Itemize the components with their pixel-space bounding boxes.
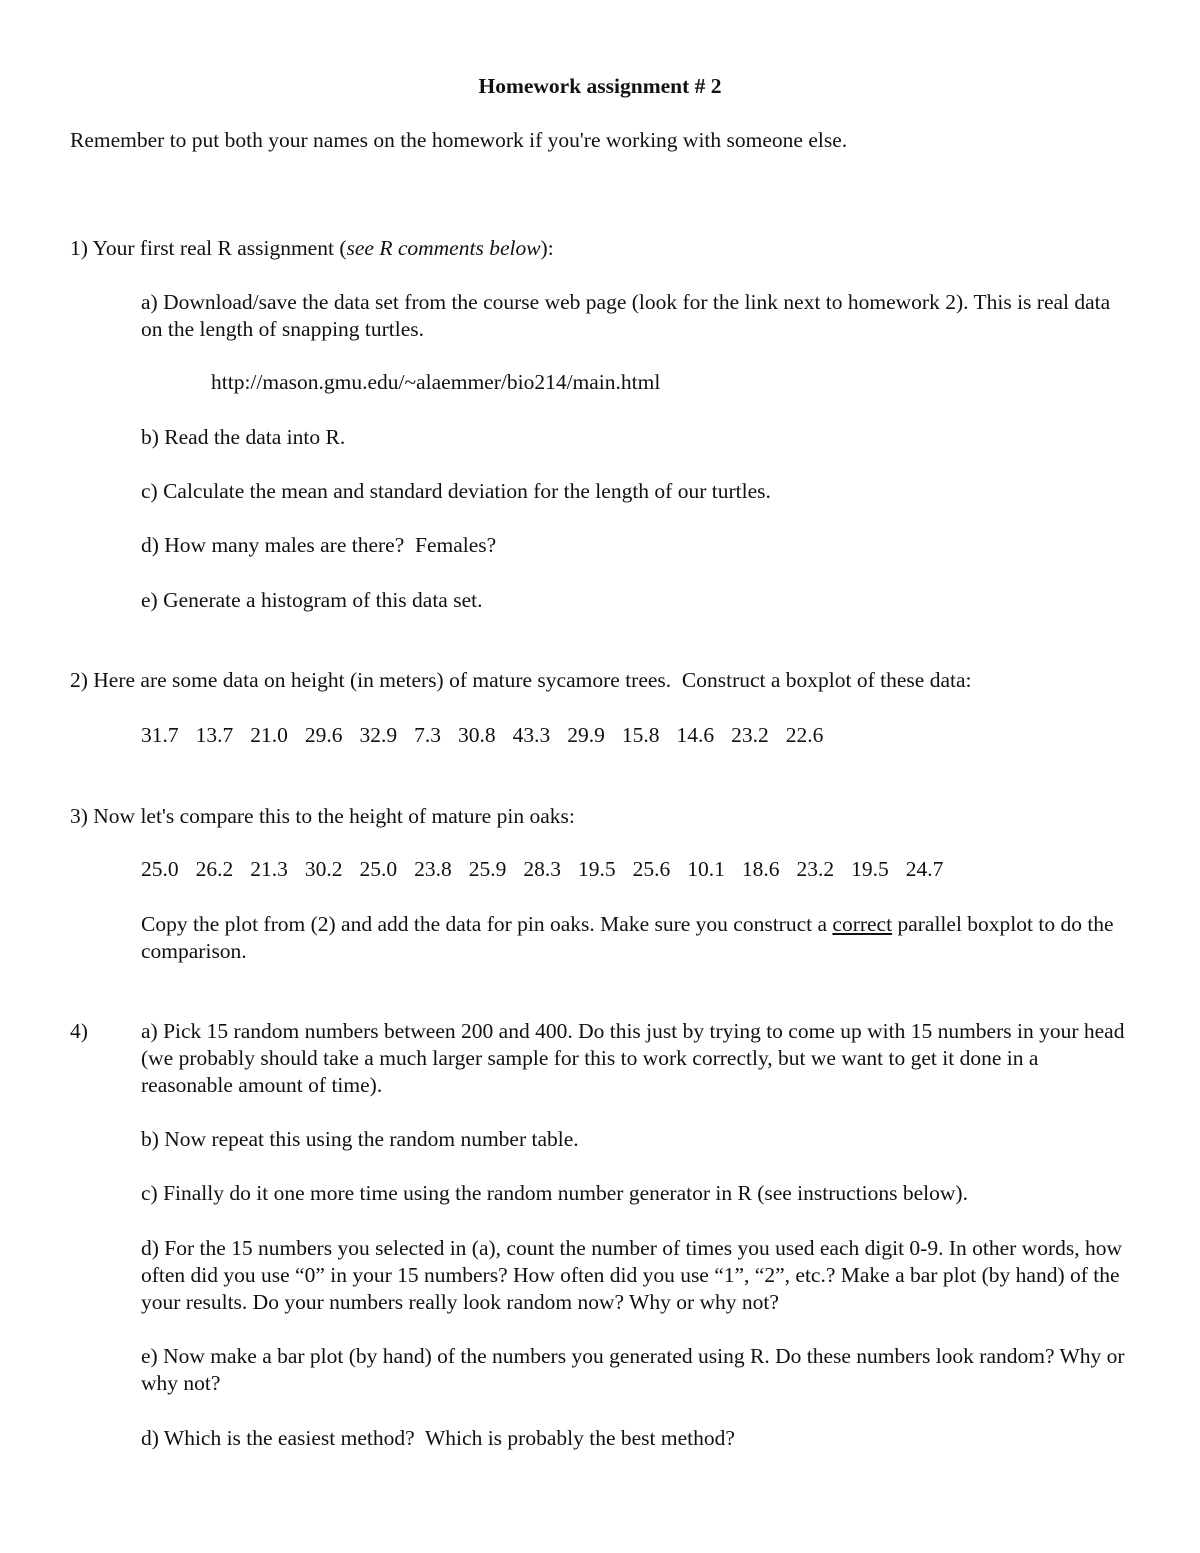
sycamore-value: 22.6 [785,723,824,747]
pin-oak-value: 23.8 [414,857,452,881]
sycamore-value: 32.9 [359,723,398,747]
course-url: http://mason.gmu.edu/~alaemmer/bio214/main.html [211,370,661,394]
pin-oak-value: 25.9 [468,857,507,881]
sycamore-value: 29.6 [304,723,343,747]
q3-copy-instruction [141,911,1131,965]
q4-part-d: d) For the 15 numbers you selected in (a), count the number of times you used each digit 0-9. In other words, how often did you use “0” in your 15 numbers? How often did you use “1”, “2”, etc.? Make a bar plot (by hand) of the your results. Do your numbers really look random now? Why or why not? [141,1236,1123,1314]
sycamore-value: 7.3 [414,723,441,747]
sycamore-value: 14.6 [676,723,715,747]
q4-part-b: b) Now repeat this using the random number table. [141,1127,579,1151]
pin-oak-value: 24.7 [905,857,944,881]
q4-number: 4) [70,1019,88,1043]
sycamore-value: 30.8 [458,723,496,747]
pin-oak-value: 10.1 [687,857,725,881]
q4-part-final: d) Which is the easiest method? Which is probably the best method? [141,1426,735,1450]
q1-intro-prefix: 1) Your first real R assignment ( [70,236,347,260]
q3-copy-suffix: parallel boxplot to do the comparison. [141,912,1114,963]
page-title: Homework assignment # 2 [478,74,722,98]
sycamore-values [141,722,840,749]
reminder-text: Remember to put both your names on the homework if you're working with someone else. [70,128,848,152]
q1-intro [70,235,554,262]
pin-oak-value: 25.0 [141,857,179,881]
q1-part-c: c) Calculate the mean and standard deviation for the length of our turtles. [141,479,771,503]
sycamore-value: 21.0 [250,723,288,747]
q2-text: 2) Here are some data on height (in meters) of mature sycamore trees. Construct a boxplot of these data: [70,668,972,692]
pin-oak-value: 23.2 [796,857,835,881]
sycamore-value: 31.7 [141,723,179,747]
q3-copy-prefix: Copy the plot from (2) and add the data for pin oaks. Make sure you construct a [141,912,833,936]
q1-intro-italic: see R comments below [346,236,541,260]
sycamore-value: 43.3 [512,723,551,747]
sycamore-value: 29.9 [567,723,605,747]
pin-oak-value: 28.3 [523,857,561,881]
q4-part-a: a) Pick 15 random numbers between 200 and 400. Do this just by trying to come up with 15 numbers in your head (we probably should take a much larger sample for this to work correctly, but we want to get it done in a reasonable amount of time). [141,1019,1125,1097]
q3-copy-underline: correct [832,912,893,936]
pin-oak-values [141,856,960,883]
pin-oak-value: 19.5 [851,857,889,881]
pin-oak-value: 18.6 [741,857,780,881]
q4-part-c: c) Finally do it one more time using the random number generator in R (see instructions below). [141,1181,968,1205]
pin-oak-value: 21.3 [250,857,288,881]
q1-part-e: e) Generate a histogram of this data set. [141,588,483,612]
pin-oak-value: 26.2 [195,857,234,881]
sycamore-value: 13.7 [195,723,234,747]
sycamore-value: 23.2 [731,723,769,747]
q1-part-b: b) Read the data into R. [141,425,346,449]
q3-text: 3) Now let's compare this to the height of mature pin oaks: [70,804,575,828]
q4-part-e: e) Now make a bar plot (by hand) of the numbers you generated using R. Do these numbers look random? Why or why not? [141,1344,1125,1395]
q1-part-d: d) How many males are there? Females? [141,533,497,557]
pin-oak-value: 25.0 [359,857,398,881]
sycamore-value: 15.8 [621,723,660,747]
pin-oak-value: 30.2 [304,857,343,881]
pin-oak-value: 25.6 [632,857,671,881]
q1-part-a: a) Download/save the data set from the course web page (look for the link next to homework 2). This is real data on the length of snapping turtles. [141,290,1111,341]
q1-intro-suffix: ): [540,236,554,260]
pin-oak-value: 19.5 [578,857,616,881]
